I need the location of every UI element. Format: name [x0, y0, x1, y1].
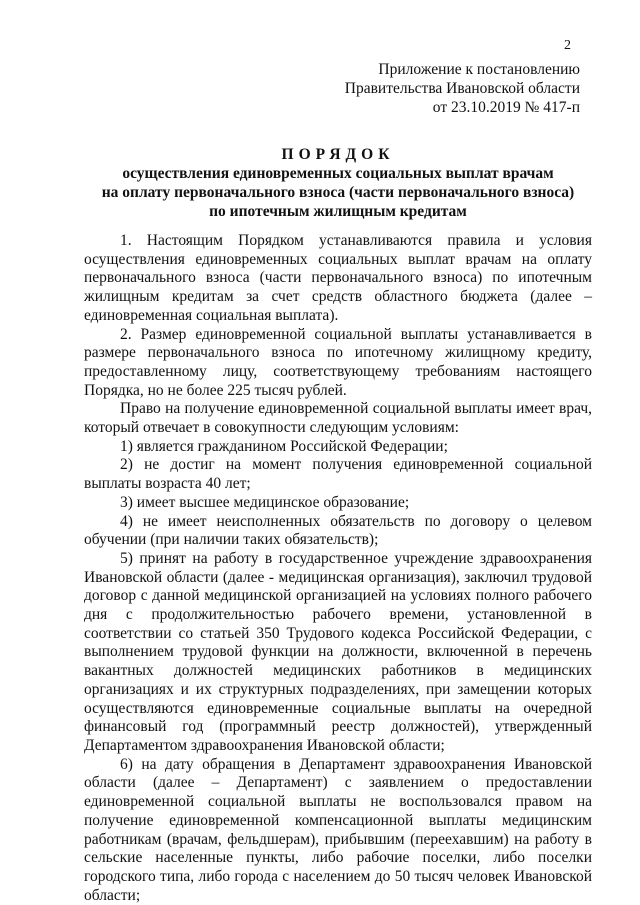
document-body	[84, 232, 592, 905]
page-number: 2	[564, 38, 571, 53]
paragraph-1: 1. Настоящим Порядком устанавливаются правила и условия осуществления единовременных социальных выплат врачам на оплату первоначального взноса (части первоначального взноса) по ипотечным жилищным кредитам за счет средств областного бюджета (далее – единовременная социальная выплата).	[84, 232, 592, 324]
heading-line-2: на оплату первоначального взноса (части первоначального взноса)	[101, 184, 575, 201]
paragraph-conditions-intro: Право на получение единовременной социальной выплаты имеет врач, который отвечает в совокупности следующим условиям:	[84, 400, 592, 437]
condition-5: 5) принят на работу в государственное учреждение здравоохранения Ивановской области (далее - медицинская организация), заключил трудовой договор с данной медицинской организацией на условиях полного рабочего дня с продолжительностью рабочего времени, установленной в соответствии со статьей 350 Трудового кодекса Российской Федерации, с выполнением трудовой функции на должности, включенной в перечень вакантных должностей медицинских работников в медицинских организациях и их структурных подразделениях, при замещении которых осуществляются единовременные социальные выплаты на очередной финансовый год (программный реестр должностей), утвержденный Департаментом здравоохранения Ивановской области;	[84, 549, 592, 754]
heading-line-1: осуществления единовременных социальных выплат врачам	[122, 165, 554, 182]
paragraph-2: 2. Размер единовременной социальной выплаты устанавливается в размере первоначального взноса по ипотечному жилищному кредиту, предоставленному лицу, соответствующему требованиям настоящего Порядка, но не более 225 тысяч рублей.	[84, 325, 592, 399]
appendix-line-3: от 23.10.2019 № 417-п	[432, 99, 580, 116]
heading-line-3: по ипотечным жилищным кредитам	[209, 203, 467, 220]
appendix-line-1: Приложение к постановлению	[378, 61, 580, 78]
condition-2: 2) не достиг на момент получения единовременной социальной выплаты возраста 40 лет;	[84, 456, 592, 493]
appendix-block	[345, 60, 580, 117]
document-heading	[84, 145, 592, 221]
condition-3: 3) имеет высшее медицинское образование;	[120, 493, 410, 511]
appendix-line-2: Правительства Ивановской области	[344, 80, 580, 97]
condition-4: 4) не имеет неисполненных обязательств по договору о целевом обучении (при наличии таких обязательств);	[84, 512, 592, 549]
document-title: ПОРЯДОК	[281, 146, 395, 163]
condition-6: 6) на дату обращения в Департамент здравоохранения Ивановской области (далее – Департамент) с заявлением о предоставлении единовременной социальной выплаты не воспользовался правом на получение единовременной компенсационной выплаты медицинским работникам (врачам, фельдшерам), прибывшим (переехавшим) на работу в сельские населенные пункты, либо рабочие поселки, либо поселки городского типа, либо города с населением до 50 тысяч человек Ивановской области;	[84, 755, 592, 904]
condition-1: 1) является гражданином Российской Федерации;	[120, 437, 448, 455]
